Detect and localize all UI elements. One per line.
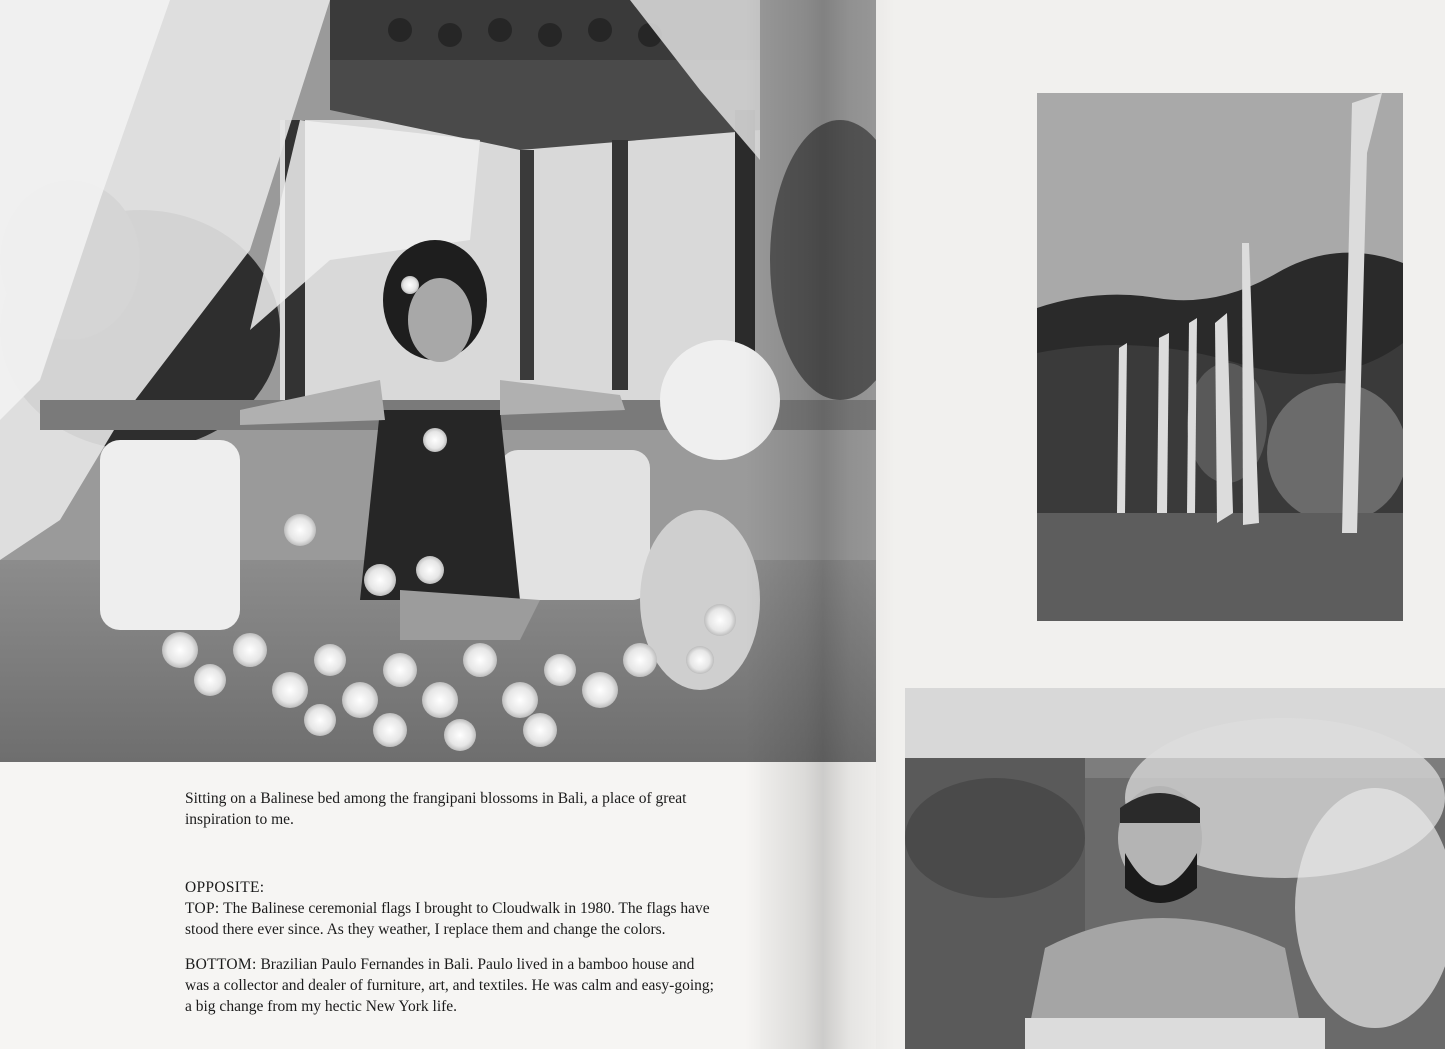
opposite-captions [185,877,715,1017]
flags-photo [1037,93,1403,621]
top-caption-text: The Balinese ceremonial flags I brought to Cloudwalk in 1980. The flags have stood there ever since. As they weather, I replace them and change the colors. [185,900,710,938]
main-caption-text: Sitting on a Balinese bed among the frangipani blossoms in Bali, a place of great inspiration to me. [185,790,687,828]
bleed-through-text [880,440,1030,462]
bottom-caption-text: Brazilian Paulo Fernandes in Bali. Paulo lived in a bamboo house and was a collector and dealer of furniture, art, and textiles. He was calm and easy-going; a big change from my hectic New York life. [185,956,714,1015]
bottom-label: BOTTOM: [185,956,257,973]
book-gutter-shadow [745,0,895,1049]
portrait-photo [905,688,1445,1049]
opposite-heading: OPPOSITE: [185,879,265,896]
top-label: TOP: [185,900,220,917]
main-caption [185,788,715,830]
top-caption [185,898,715,940]
bottom-caption [185,954,715,1017]
